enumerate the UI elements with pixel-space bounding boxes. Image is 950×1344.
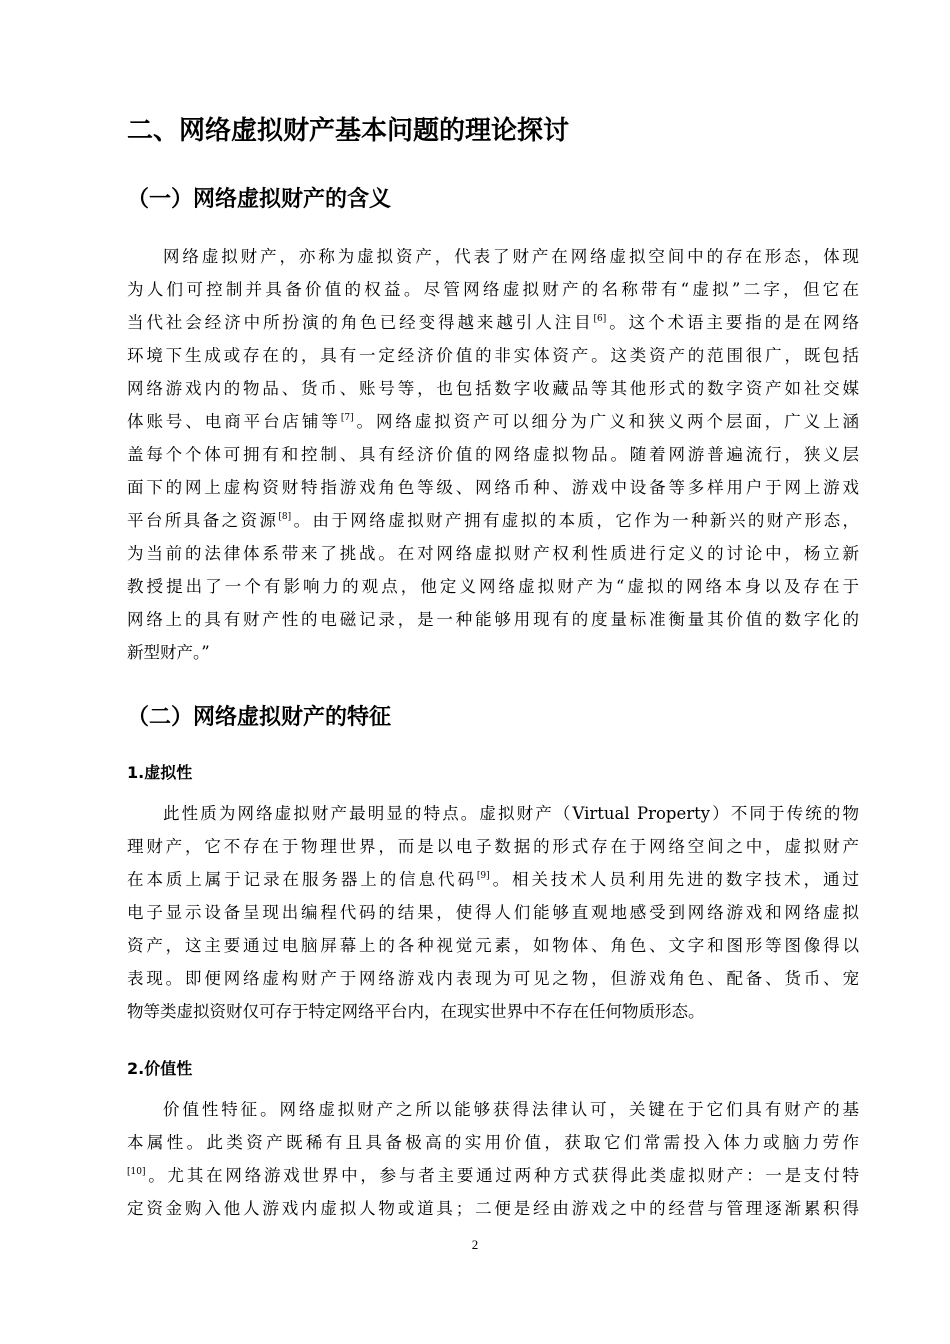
text-line: 盖每个个体可拥有和控制、具有经济价值的网络虚拟物品。随着网游普遍流行，狭义层 (127, 445, 859, 464)
text-line: 面下的网上虚构资财特指游戏角色等级、网络币种、游戏中设备等多样用户于网上游戏 (127, 478, 859, 497)
text-line: 体账号、电商平台店铺等[7]。网络虚拟资产可以细分为广义和狭义两个层面，广义上涵 (127, 412, 860, 431)
text-line: 资产，这主要通过电脑屏幕上的各种视觉元素，如物体、角色、文字和图形等图像得以 (127, 936, 859, 955)
chapter-title: 二、网络虚拟财产基本问题的理论探讨 (127, 116, 570, 146)
text-line: 价值性特征。网络虚拟财产之所以能够获得法律认可，关键在于它们具有财产的基 (163, 1100, 859, 1119)
text-line: 表现。即便网络虚构财产于网络游戏内表现为可见之物，但游戏角色、配备、货币、宠 (127, 969, 859, 988)
paragraph-virtuality (127, 797, 859, 1028)
citation-ref: [6] (593, 314, 607, 324)
text-line: 电子显示设备呈现出编程代码的结果，使得人们能够直观地感受到网络游戏和网络虚拟 (127, 903, 859, 922)
text-line: 网络上的具有财产性的电磁记录，是一种能够用现有的度量标准衡量其价值的数字化的 (127, 610, 859, 629)
text-line: 环境下生成或存在的，具有一定经济价值的非实体资产。这类资产的范围很广，既包括 (127, 346, 859, 365)
text-line: 新型财产。” (127, 643, 210, 662)
page-number: 2 (471, 1237, 479, 1252)
subheading-virtuality: 1.虚拟性 (127, 763, 193, 782)
text-line: 物等类虚拟资财仅可存于特定网络平台内，在现实世界中不存在任何物质形态。 (127, 1002, 705, 1021)
section-heading-1: （一）网络虚拟财产的含义 (127, 187, 392, 212)
subheading-value: 2.价值性 (127, 1059, 193, 1078)
text-line: 为人们可控制并具备价值的权益。尽管网络虚拟财产的名称带有“虚拟”二字，但它在 (127, 280, 859, 299)
text-line: 定资金购入他人游戏内虚拟人物或道具；二便是经由游戏之中的经营与管理逐渐累积得 (127, 1199, 859, 1218)
text-line: 当代社会经济中所扮演的角色已经变得越来越引人注目[6]。这个术语主要指的是在网络 (127, 313, 860, 332)
text-line: 此性质为网络虚拟财产最明显的特点。虚拟财产（Virtual Property）不同于传统的物 (163, 804, 859, 823)
text-line: 理财产，它不存在于物理世界，而是以电子数据的形式存在于网络空间之中，虚拟财产 (127, 837, 859, 856)
text-line: 网络游戏内的物品、货币、账号等，也包括数字收藏品等其他形式的数字资产如社交媒 (127, 379, 859, 398)
section-heading-2: （二）网络虚拟财产的特征 (127, 705, 392, 730)
citation-ref: [7] (340, 413, 354, 423)
text-line: 为当前的法律体系带来了挑战。在对网络虚拟财产权利性质进行定义的讨论中，杨立新 (127, 544, 859, 563)
text-line: 在本质上属于记录在服务器上的信息代码[9]。相关技术人员利用先进的数字技术，通过 (127, 870, 860, 889)
text-line: [10]。尤其在网络游戏世界中，参与者主要通过两种方式获得此类虚拟财产：一是支付特 (127, 1166, 859, 1185)
paragraph-meaning (127, 240, 859, 669)
text-line: 本属性。此类资产既稀有且具备极高的实用价值，获取它们常需投入体力或脑力劳作 (127, 1133, 859, 1152)
text-line: 网络虚拟财产，亦称为虚拟资产，代表了财产在网络虚拟空间中的存在形态，体现 (163, 247, 859, 266)
citation-ref: [10] (127, 1167, 146, 1177)
text-line: 平台所具备之资源[8]。由于网络虚拟财产拥有虚拟的本质，它作为一种新兴的财产形态， (127, 511, 860, 530)
paragraph-value (127, 1093, 859, 1225)
text-line: 教授提出了一个有影响力的观点，他定义网络虚拟财产为“虚拟的网络本身以及存在于 (127, 577, 859, 596)
citation-ref: [8] (278, 512, 292, 522)
citation-ref: [9] (476, 871, 490, 881)
